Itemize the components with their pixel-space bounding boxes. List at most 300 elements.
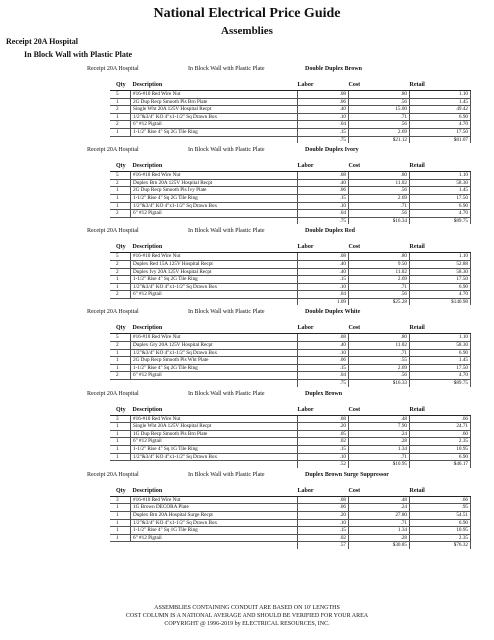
totals-spacer xyxy=(131,298,298,305)
cell-retail: 4.70 xyxy=(410,291,471,299)
materials-table xyxy=(110,406,471,468)
cell-qty: 1 xyxy=(110,438,131,446)
cell-cost: .71 xyxy=(349,519,410,527)
table-row xyxy=(110,121,471,129)
table-row xyxy=(110,342,471,350)
totals-spacer xyxy=(110,461,131,468)
assembly-block xyxy=(0,66,494,143)
table-row xyxy=(110,519,471,527)
assembly-location: In Block Wall with Plastic Plate xyxy=(188,390,265,397)
table-row xyxy=(110,172,471,180)
cell-cost: 2.69 xyxy=(349,194,410,202)
assembly-variant: Double Duplex White xyxy=(305,309,361,316)
cell-desc: #16-#10 Red Wire Nut xyxy=(131,415,298,423)
cell-qty: 3 xyxy=(110,496,131,504)
total-retail: $89.75 xyxy=(410,380,471,387)
cell-labor: .10 xyxy=(298,283,349,291)
column-header-labor: Labor xyxy=(298,324,349,334)
assembly-variant: Duplex Brown Surge Suppressor xyxy=(305,471,389,478)
cell-retail: 17.50 xyxy=(410,364,471,372)
table-row xyxy=(110,446,471,454)
total-cost: $25.28 xyxy=(349,298,410,305)
cell-desc: 1/2"&3/4" KO 4"x1-1/2" Sq Drawn Box xyxy=(131,519,298,527)
table-row xyxy=(110,534,471,542)
table-header-row xyxy=(110,162,471,172)
cell-cost: 1.34 xyxy=(349,527,410,535)
table-row xyxy=(110,453,471,461)
cell-retail: 10.95 xyxy=(410,446,471,454)
column-header-desc: Description xyxy=(131,243,298,253)
cell-qty: 1 xyxy=(110,504,131,512)
cell-qty: 1 xyxy=(110,519,131,527)
cell-retail: .66 xyxy=(410,415,471,423)
assembly-block xyxy=(0,228,494,305)
cell-labor: .05 xyxy=(298,430,349,438)
cell-qty: 1 xyxy=(110,453,131,461)
cell-qty: 1 xyxy=(110,511,131,519)
cell-desc: #16-#10 Red Wire Nut xyxy=(131,496,298,504)
column-header-desc: Description xyxy=(131,81,298,91)
cell-retail: 17.50 xyxy=(410,194,471,202)
assembly-type: Receipt 20A Hospital xyxy=(87,309,139,316)
cell-qty: 2 xyxy=(110,121,131,129)
page-subtitle: Assemblies xyxy=(221,25,273,37)
column-header-qty: Qty xyxy=(110,487,131,497)
cell-cost: .80 xyxy=(349,91,410,99)
cell-qty: 2 xyxy=(110,342,131,350)
cell-retail: 6.90 xyxy=(410,202,471,210)
cell-cost: .28 xyxy=(349,534,410,542)
cell-cost: 11.02 xyxy=(349,268,410,276)
cell-retail: 6.90 xyxy=(410,283,471,291)
cell-qty: 1 xyxy=(110,446,131,454)
cell-labor: .04 xyxy=(298,210,349,218)
column-header-qty: Qty xyxy=(110,406,131,416)
cell-cost: 2.69 xyxy=(349,128,410,136)
column-header-retail: Retail xyxy=(410,81,471,91)
cell-retail: 1.10 xyxy=(410,334,471,342)
materials-table xyxy=(110,162,471,224)
totals-row xyxy=(110,136,471,143)
cell-qty: 5 xyxy=(110,334,131,342)
cell-desc: 6" #12 Pigtail xyxy=(131,534,298,542)
footer-note-cost: COST COLUMN IS A NATIONAL AVERAGE AND SHOULD BE VERIFIED FOR YOUR AREA xyxy=(125,613,369,619)
table-row xyxy=(110,98,471,106)
assembly-variant: Double Duplex Red xyxy=(305,228,356,235)
cell-cost: 7.90 xyxy=(349,423,410,431)
cell-labor: .08 xyxy=(298,496,349,504)
cell-desc: 1/2"&3/4" KO 4"x1-1/2" Sq Drawn Box xyxy=(131,453,298,461)
cell-qty: 1 xyxy=(110,194,131,202)
cell-desc: 2G Dup Recp Smooth Pls Ivy Plate xyxy=(131,187,298,195)
cell-labor: .04 xyxy=(298,291,349,299)
materials-table xyxy=(110,81,471,143)
cell-retail: 6.90 xyxy=(410,349,471,357)
cell-qty: 1 xyxy=(110,357,131,365)
column-header-retail: Retail xyxy=(410,406,471,416)
cell-qty: 2 xyxy=(110,106,131,114)
total-labor: .75 xyxy=(298,217,349,224)
table-header-row xyxy=(110,324,471,334)
cell-retail: 6.90 xyxy=(410,113,471,121)
column-header-qty: Qty xyxy=(110,324,131,334)
cell-cost: .71 xyxy=(349,453,410,461)
cell-cost: .56 xyxy=(349,210,410,218)
page-title: National Electrical Price Guide xyxy=(153,6,341,21)
table-row xyxy=(110,291,471,299)
cell-cost: 2.69 xyxy=(349,364,410,372)
cell-labor: .02 xyxy=(298,534,349,542)
assembly-header xyxy=(0,147,494,156)
cell-qty: 1 xyxy=(110,430,131,438)
table-row xyxy=(110,334,471,342)
cell-desc: #16-#10 Red Wire Nut xyxy=(131,334,298,342)
cell-desc: #16-#10 Red Wire Nut xyxy=(131,172,298,180)
cell-retail: 2.35 xyxy=(410,534,471,542)
column-header-retail: Retail xyxy=(410,243,471,253)
cell-labor: .20 xyxy=(298,423,349,431)
column-header-cost: Cost xyxy=(349,81,410,91)
column-header-cost: Cost xyxy=(349,324,410,334)
assembly-location: In Block Wall with Plastic Plate xyxy=(188,147,265,154)
cell-cost: .56 xyxy=(349,372,410,380)
cell-retail: .60 xyxy=(410,430,471,438)
cell-retail: 24.71 xyxy=(410,423,471,431)
footer-note-conduit: ASSEMBLIES CONTAINING CONDUIT ARE BASED ON 10' LENGTHS xyxy=(154,605,340,611)
cell-cost: .56 xyxy=(349,121,410,129)
table-row xyxy=(110,194,471,202)
cell-desc: 1/2"&3/4" KO 4"x1-1/2" Sq Drawn Box xyxy=(131,283,298,291)
cell-qty: 5 xyxy=(110,253,131,261)
cell-qty: 2 xyxy=(110,260,131,268)
cell-retail: 2.35 xyxy=(410,438,471,446)
column-header-labor: Labor xyxy=(298,243,349,253)
total-cost: $10.95 xyxy=(349,461,410,468)
cell-labor: .10 xyxy=(298,202,349,210)
totals-spacer xyxy=(131,217,298,224)
assembly-variant: Duplex Brown xyxy=(305,390,343,397)
cell-retail: 58.30 xyxy=(410,179,471,187)
cell-desc: Duplex Brn 20A Hospital Surge Recpt xyxy=(131,511,298,519)
cell-labor: .10 xyxy=(298,519,349,527)
table-header-row xyxy=(110,243,471,253)
column-header-retail: Retail xyxy=(410,162,471,172)
cell-labor: .08 xyxy=(298,91,349,99)
assembly-header xyxy=(0,309,494,318)
section-heading: Receipt 20A Hospital xyxy=(6,37,78,46)
cell-qty: 5 xyxy=(110,172,131,180)
cell-retail: 1.45 xyxy=(410,357,471,365)
table-row xyxy=(110,349,471,357)
totals-spacer xyxy=(110,136,131,143)
cell-cost: .24 xyxy=(349,504,410,512)
cell-desc: 2G Dup Recp Smooth Pls Brn Plate xyxy=(131,98,298,106)
cell-labor: .15 xyxy=(298,194,349,202)
table-header-row xyxy=(110,406,471,416)
assembly-type: Receipt 20A Hospital xyxy=(87,147,139,154)
cell-qty: 1 xyxy=(110,276,131,284)
cell-cost: .56 xyxy=(349,98,410,106)
column-header-labor: Labor xyxy=(298,406,349,416)
cell-cost: .55 xyxy=(349,357,410,365)
cell-retail: 58.30 xyxy=(410,342,471,350)
materials-table xyxy=(110,243,471,305)
total-retail: $89.75 xyxy=(410,217,471,224)
cell-qty: 2 xyxy=(110,291,131,299)
cell-labor: .15 xyxy=(298,527,349,535)
cell-labor: .02 xyxy=(298,438,349,446)
table-header-row xyxy=(110,81,471,91)
cell-labor: .10 xyxy=(298,113,349,121)
totals-row xyxy=(110,461,471,468)
total-labor: .57 xyxy=(298,542,349,549)
cell-cost: 9.50 xyxy=(349,260,410,268)
cell-retail: 10.95 xyxy=(410,527,471,535)
cell-cost: .71 xyxy=(349,349,410,357)
total-labor: .75 xyxy=(298,380,349,387)
column-header-labor: Labor xyxy=(298,162,349,172)
cell-qty: 1 xyxy=(110,423,131,431)
table-row xyxy=(110,260,471,268)
cell-cost: 27.80 xyxy=(349,511,410,519)
cell-qty: 3 xyxy=(110,415,131,423)
cell-desc: #16-#10 Red Wire Nut xyxy=(131,91,298,99)
total-labor: .52 xyxy=(298,461,349,468)
totals-spacer xyxy=(110,380,131,387)
cell-qty: 1 xyxy=(110,202,131,210)
total-cost: $30.85 xyxy=(349,542,410,549)
assembly-block xyxy=(0,147,494,224)
assembly-type: Receipt 20A Hospital xyxy=(87,390,139,397)
cell-desc: Single Wht 20A 125V Hospital Recpt xyxy=(131,423,298,431)
table-row xyxy=(110,423,471,431)
cell-labor: .08 xyxy=(298,334,349,342)
assembly-header xyxy=(0,391,494,400)
totals-spacer xyxy=(110,542,131,549)
cell-labor: .15 xyxy=(298,364,349,372)
total-retail: $76.32 xyxy=(410,542,471,549)
cell-desc: 1G Dup Recp Smooth Pls Brn Plate xyxy=(131,430,298,438)
total-retail: $81.07 xyxy=(410,136,471,143)
cell-desc: 1-1/2" Rise 4" Sq 1G Tile Ring xyxy=(131,527,298,535)
cell-retail: 4.70 xyxy=(410,372,471,380)
cell-retail: 54.51 xyxy=(410,511,471,519)
totals-spacer xyxy=(131,542,298,549)
cell-retail: 1.10 xyxy=(410,91,471,99)
cell-cost: 2.69 xyxy=(349,276,410,284)
table-row xyxy=(110,253,471,261)
assembly-variant: Double Duplex Brown xyxy=(305,66,362,72)
cell-cost: .71 xyxy=(349,113,410,121)
assembly-location: In Block Wall with Plastic Plate xyxy=(188,228,265,235)
totals-row xyxy=(110,542,471,549)
table-row xyxy=(110,283,471,291)
table-row xyxy=(110,202,471,210)
column-header-cost: Cost xyxy=(349,406,410,416)
cell-labor: .06 xyxy=(298,187,349,195)
assembly-list xyxy=(0,62,494,549)
cell-cost: .28 xyxy=(349,438,410,446)
cell-labor: .20 xyxy=(298,511,349,519)
column-header-cost: Cost xyxy=(349,487,410,497)
table-row xyxy=(110,276,471,284)
cell-labor: .06 xyxy=(298,98,349,106)
cell-desc: 2G Dup Recp Smooth Pls Wht Plate xyxy=(131,357,298,365)
cell-labor: .04 xyxy=(298,372,349,380)
cell-desc: 1-1/2" Rise 4" Sq 2G Tile Ring xyxy=(131,194,298,202)
cell-labor: .15 xyxy=(298,128,349,136)
cell-desc: 1-1/2" Rise 4" Sq 2G Tile Ring xyxy=(131,364,298,372)
cell-labor: .40 xyxy=(298,179,349,187)
totals-spacer xyxy=(131,461,298,468)
assembly-header xyxy=(0,66,494,75)
table-row xyxy=(110,357,471,365)
total-cost: $16.33 xyxy=(349,380,410,387)
materials-table xyxy=(110,487,471,549)
cell-desc: 6" #12 Pigtail xyxy=(131,210,298,218)
cell-desc: Duplex Red 15A 125V Hospital Recpt xyxy=(131,260,298,268)
totals-row xyxy=(110,380,471,387)
total-cost: $16.34 xyxy=(349,217,410,224)
cell-desc: Duplex Brn 20A 125V Hospital Recpt xyxy=(131,179,298,187)
column-header-desc: Description xyxy=(131,324,298,334)
cell-qty: 1 xyxy=(110,113,131,121)
total-cost: $21.12 xyxy=(349,136,410,143)
cell-labor: .40 xyxy=(298,342,349,350)
cell-labor: .10 xyxy=(298,453,349,461)
total-retail: $46.17 xyxy=(410,461,471,468)
assembly-block xyxy=(0,472,494,549)
assembly-type: Receipt 20A Hospital xyxy=(87,471,139,478)
column-header-retail: Retail xyxy=(410,324,471,334)
totals-spacer xyxy=(110,298,131,305)
cell-qty: 1 xyxy=(110,128,131,136)
table-row xyxy=(110,113,471,121)
cell-desc: 1G Brown DECORA Plate xyxy=(131,504,298,512)
cell-cost: 15.00 xyxy=(349,106,410,114)
cell-retail: 1.10 xyxy=(410,253,471,261)
cell-cost: 11.02 xyxy=(349,342,410,350)
cell-qty: 1 xyxy=(110,534,131,542)
table-row xyxy=(110,527,471,535)
table-row xyxy=(110,128,471,136)
table-row xyxy=(110,511,471,519)
cell-qty: 1 xyxy=(110,98,131,106)
cell-desc: 1/2"&3/4" KO 4"x1-1/2" Sq Drawn Box xyxy=(131,113,298,121)
column-header-retail: Retail xyxy=(410,487,471,497)
cell-retail: 52.88 xyxy=(410,260,471,268)
cell-labor: .08 xyxy=(298,172,349,180)
cell-cost: .24 xyxy=(349,430,410,438)
cell-labor: .40 xyxy=(298,260,349,268)
assembly-location: In Block Wall with Plastic Plate xyxy=(188,66,265,72)
cell-cost: .48 xyxy=(349,415,410,423)
cell-labor: .06 xyxy=(298,504,349,512)
cell-retail: 49.42 xyxy=(410,106,471,114)
table-row xyxy=(110,187,471,195)
cell-labor: .15 xyxy=(298,446,349,454)
cell-retail: 58.30 xyxy=(410,268,471,276)
cell-cost: .56 xyxy=(349,291,410,299)
cell-cost: .80 xyxy=(349,253,410,261)
column-header-desc: Description xyxy=(131,487,298,497)
column-header-cost: Cost xyxy=(349,243,410,253)
cell-retail: 6.90 xyxy=(410,519,471,527)
total-labor: 1.09 xyxy=(298,298,349,305)
assembly-block xyxy=(0,391,494,468)
cell-qty: 2 xyxy=(110,179,131,187)
cell-desc: Single Wht 20A 125V Hospital Recpt xyxy=(131,106,298,114)
table-row xyxy=(110,91,471,99)
column-header-qty: Qty xyxy=(110,162,131,172)
cell-desc: 1/2"&3/4" KO 4"x1-1/2" Sq Drawn Box xyxy=(131,349,298,357)
cell-desc: 6" #12 Pigtail xyxy=(131,121,298,129)
table-row xyxy=(110,438,471,446)
cell-retail: 1.45 xyxy=(410,187,471,195)
cell-desc: 1-1/2" Rise 4" Sq 2G Tile Ring xyxy=(131,276,298,284)
assembly-header xyxy=(0,228,494,237)
cell-retail: 17.50 xyxy=(410,276,471,284)
column-header-cost: Cost xyxy=(349,162,410,172)
cell-labor: .06 xyxy=(298,357,349,365)
cell-qty: 1 xyxy=(110,349,131,357)
cell-qty: 2 xyxy=(110,210,131,218)
assembly-block xyxy=(0,309,494,386)
cell-qty: 1 xyxy=(110,187,131,195)
table-row xyxy=(110,415,471,423)
cell-retail: .66 xyxy=(410,496,471,504)
cell-desc: Duplex Gry 20A 125V Hospital Recpt xyxy=(131,342,298,350)
column-header-qty: Qty xyxy=(110,243,131,253)
cell-retail: .95 xyxy=(410,504,471,512)
cell-labor: .10 xyxy=(298,349,349,357)
assembly-variant: Double Duplex Ivory xyxy=(305,147,359,154)
cell-retail: 1.10 xyxy=(410,172,471,180)
table-row xyxy=(110,268,471,276)
cell-retail: 4.70 xyxy=(410,121,471,129)
cell-labor: .15 xyxy=(298,276,349,284)
assembly-location: In Block Wall with Plastic Plate xyxy=(188,309,265,316)
totals-row xyxy=(110,298,471,305)
totals-spacer xyxy=(110,217,131,224)
total-retail: $140.98 xyxy=(410,298,471,305)
total-labor: .75 xyxy=(298,136,349,143)
column-header-qty: Qty xyxy=(110,81,131,91)
cell-desc: #16-#10 Red Wire Nut xyxy=(131,253,298,261)
cell-cost: .80 xyxy=(349,334,410,342)
column-header-labor: Labor xyxy=(298,81,349,91)
table-row xyxy=(110,496,471,504)
cell-labor: .04 xyxy=(298,121,349,129)
footer-copyright: COPYRIGHT @ 1996-2019 by ELECTRICAL RESOURCES, INC. xyxy=(164,621,330,627)
cell-retail: 6.90 xyxy=(410,453,471,461)
cell-qty: 2 xyxy=(110,268,131,276)
cell-desc: 6" #12 Pigtail xyxy=(131,372,298,380)
cell-qty: 1 xyxy=(110,283,131,291)
cell-qty: 1 xyxy=(110,364,131,372)
materials-table xyxy=(110,324,471,386)
assembly-type: Receipt 20A Hospital xyxy=(87,228,139,235)
subsection-heading: In Block Wall with Plastic Plate xyxy=(24,50,133,59)
table-header-row xyxy=(110,487,471,497)
table-row xyxy=(110,504,471,512)
table-row xyxy=(110,179,471,187)
totals-spacer xyxy=(131,136,298,143)
cell-cost: .71 xyxy=(349,283,410,291)
assembly-type: Receipt 20A Hospital xyxy=(87,66,139,72)
cell-desc: 1-1/2" Rise 4" Sq 2G Tile Ring xyxy=(131,128,298,136)
cell-retail: 1.45 xyxy=(410,98,471,106)
